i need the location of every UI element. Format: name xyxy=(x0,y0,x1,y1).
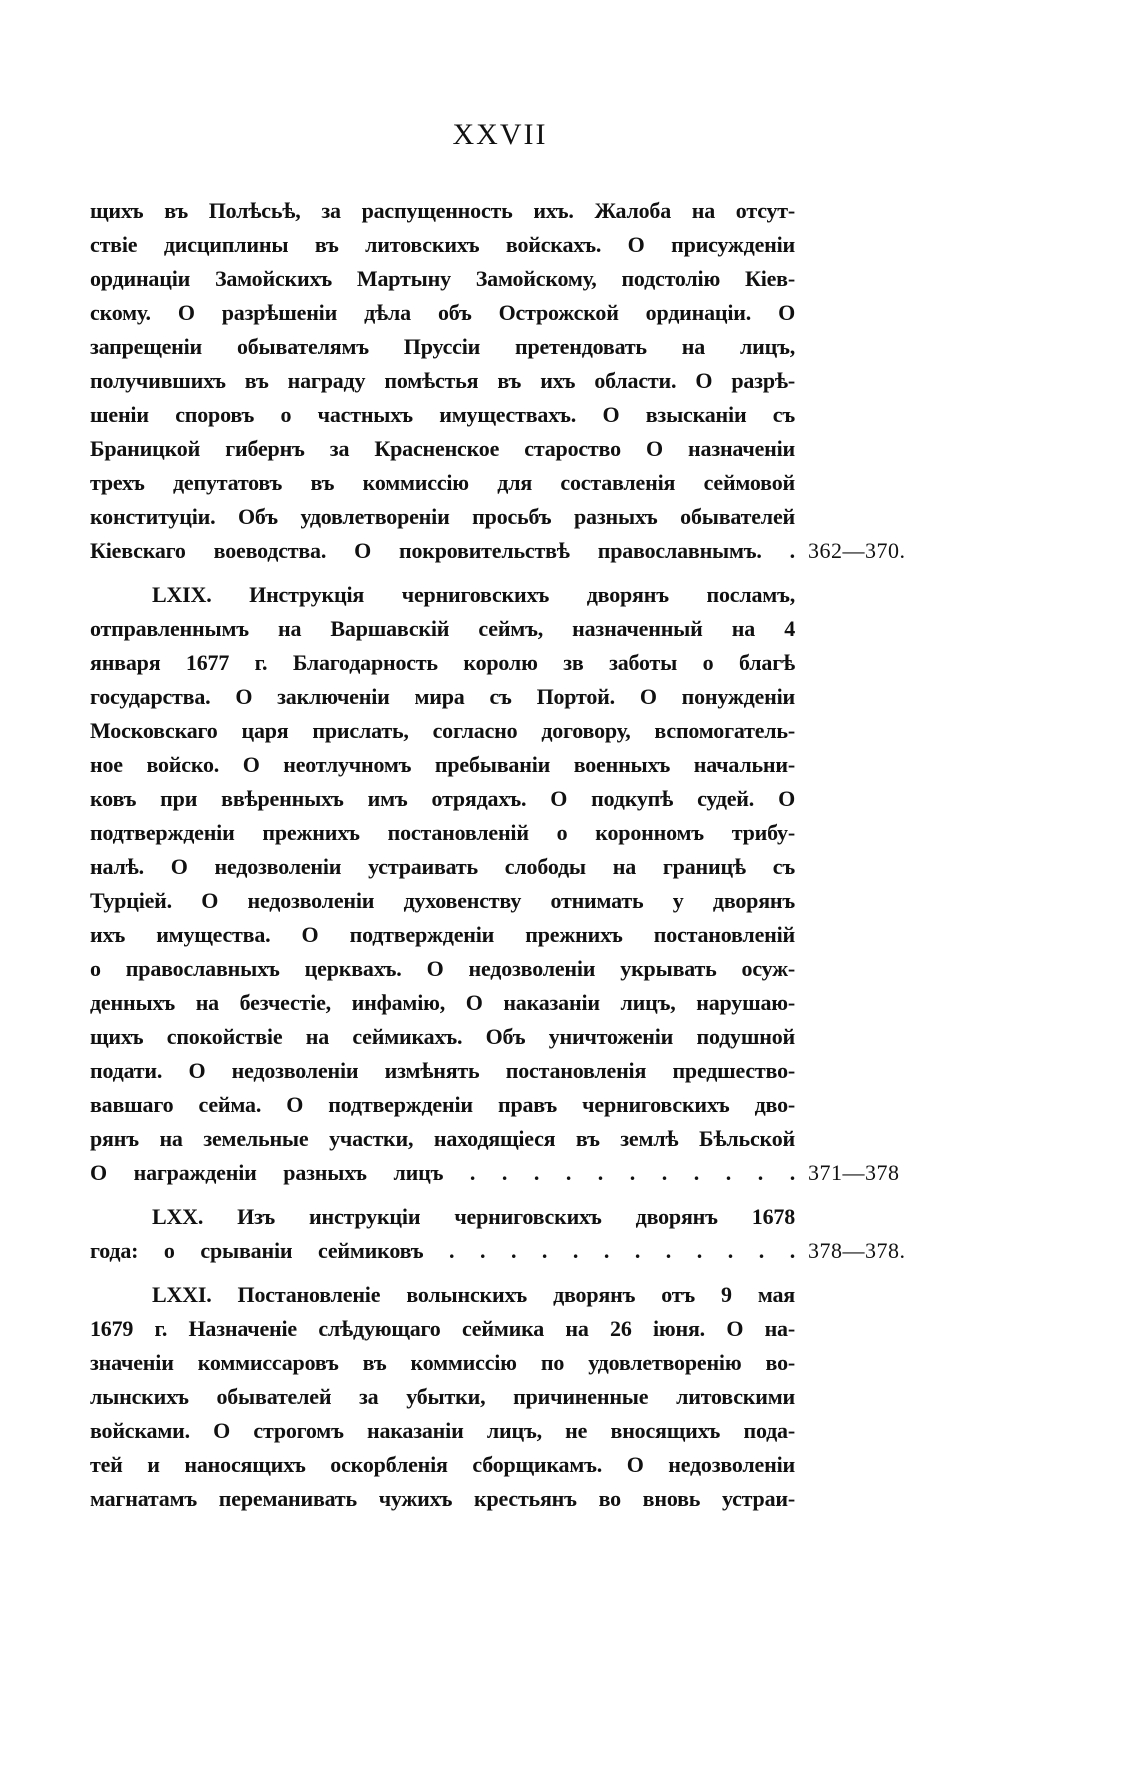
text-line: налѣ. О недозволеніи устраивать слободы на границѣ съ xyxy=(90,854,795,879)
text-line: Кіевскаго воеводства. О покровительствѣ православнымъ. . xyxy=(90,538,795,563)
text-line: шеніи споровъ о частныхъ имуществахъ. О взысканіи съ xyxy=(90,402,795,427)
text-line: щихъ спокойствіе на сеймикахъ. Объ уничтоженіи подушной xyxy=(90,1024,795,1049)
entry-heading-line: LXXI. Постановленіе волынскихъ дворянъ отъ 9 мая xyxy=(152,1282,795,1307)
text-line: 1679 г. Назначеніе слѣдующаго сеймика на 26 іюня. О на- xyxy=(90,1316,795,1341)
page-number: XXVII xyxy=(452,118,548,151)
text-line: января 1677 г. Благодарность королю зв заботы о благѣ xyxy=(90,650,795,675)
text-line: ихъ имущества. О подтвержденіи прежнихъ постановленій xyxy=(90,922,795,947)
text-line: ное войско. О неотлучномъ пребываніи военныхъ начальни- xyxy=(90,752,795,777)
text-line: трехъ депутатовъ въ коммиссію для составленія сеймовой xyxy=(90,470,795,495)
text-line: скому. О разрѣшеніи дѣла объ Острожской ординаціи. О xyxy=(90,300,795,325)
text-line: о православныхъ церквахъ. О недозволеніи укрывать осуж- xyxy=(90,956,795,981)
text-line: значеніи коммиссаровъ въ коммиссію по удовлетворенію во- xyxy=(90,1350,795,1375)
text-line: отправленнымъ на Варшавскій сеймъ, назначенный на 4 xyxy=(90,616,795,641)
text-line: магнатамъ перемaнивать чужихъ крестьянъ во вновь устраи- xyxy=(90,1486,795,1511)
entry-heading-line: LXIX. Инструкція черниговскихъ дворянъ посламъ, xyxy=(152,582,795,607)
text-line: вавшаго сейма. О подтвержденіи правъ черниговскихъ дво- xyxy=(90,1092,795,1117)
text-line: ковъ при ввѣренныхъ имъ отрядахъ. О подкупѣ судей. О xyxy=(90,786,795,811)
text-line: О награжденіи разныхъ лицъ . . . . . . . . . . . xyxy=(90,1160,795,1185)
text-line: войсками. О строгомъ наказаніи лицъ, не вносящихъ пода- xyxy=(90,1418,795,1443)
entry-heading-line: LXX. Изъ инструкціи черниговскихъ дворянъ 1678 xyxy=(152,1204,795,1229)
text-line: Браницкой гибернъ за Красненское староство О назначеніи xyxy=(90,436,795,461)
page-range: 378—378. xyxy=(808,1238,906,1263)
text-line: Московскаго царя прислать, согласно договору, вспомогатель- xyxy=(90,718,795,743)
text-line: тей и наносящихъ оскорбленія сборщикамъ. О недозволеніи xyxy=(90,1452,795,1477)
text-line: ординаціи Замойскихъ Мартыну Замойскому, подстолію Кіев- xyxy=(90,266,795,291)
text-line: щихъ въ Полѣсьѣ, за распущенность ихъ. Жалоба на отсут- xyxy=(90,198,795,223)
text-line: ствіе дисциплины въ литовскихъ войскахъ. О присужденіи xyxy=(90,232,795,257)
text-line: лынскихъ обывателей за убытки, причиненные литовскими xyxy=(90,1384,795,1409)
text-line: государства. О заключеніи мира съ Портой. О понужденіи xyxy=(90,684,795,709)
page-range: 371—378 xyxy=(808,1160,900,1185)
text-line: конституціи. Объ удовлетвореніи просьбъ разныхъ обывателей xyxy=(90,504,795,529)
text-line: года: о срываніи сеймиковъ . . . . . . . . . . . . xyxy=(90,1238,795,1263)
text-line: подтвержденіи прежнихъ постановленій о коронномъ трибу- xyxy=(90,820,795,845)
text-line: Турціей. О недозволеніи духовенству отнимать у дворянъ xyxy=(90,888,795,913)
text-line: получившихъ въ награду помѣстья въ ихъ области. О разрѣ- xyxy=(90,368,795,393)
text-line: подати. О недозволеніи измѣнять постановленія предшество- xyxy=(90,1058,795,1083)
text-line: рянъ на земельные участки, находящіеся въ землѣ Бѣльской xyxy=(90,1126,795,1151)
page-range: 362—370. xyxy=(808,538,906,563)
text-line: запрещеніи обывателямъ Пруссіи претендовать на лицъ, xyxy=(90,334,795,359)
text-line: денныхъ на безчестіе, инфамію, О наказаніи лицъ, нарушаю- xyxy=(90,990,795,1015)
